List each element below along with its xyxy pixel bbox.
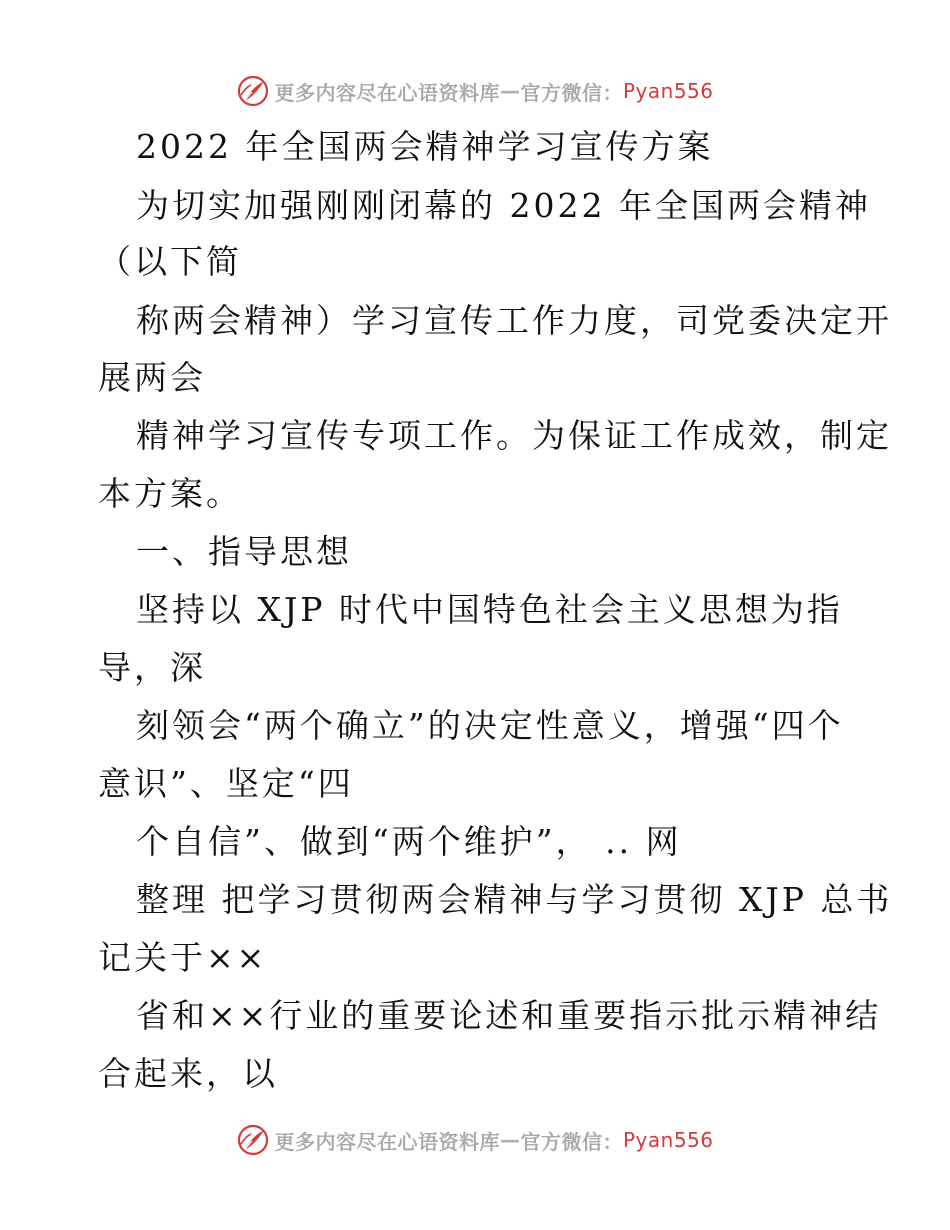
- paragraph-line: 称两会精神）学习宣传工作力度，司党委决定开: [136, 301, 892, 340]
- watermark-separator: —: [499, 79, 521, 103]
- section-heading: 一、指导思想: [136, 532, 352, 571]
- paragraph-line: 记关于××: [98, 938, 268, 977]
- paragraph-line: 整理 把学习贯彻两会精神与学习贯彻 XJP 总书: [136, 880, 893, 919]
- watermark-separator: —: [499, 1128, 521, 1152]
- paragraph-line: 个自信”、做到“两个维护”， .. 网: [136, 822, 682, 861]
- paragraph-line: 精神学习宣传专项工作。为保证工作成效，制定: [136, 416, 892, 455]
- feather-pen-circle-icon: [236, 74, 270, 108]
- paragraph-line: 展两会: [98, 358, 206, 397]
- paragraph-line: （以下简: [98, 242, 242, 281]
- paragraph-line: 合起来，以: [98, 1054, 278, 1093]
- paragraph-line: 导，深: [98, 648, 206, 687]
- header-watermark: [0, 71, 950, 111]
- watermark-wechat-id: Pyan556: [622, 1128, 714, 1152]
- paragraph-line: 为切实加强刚刚闭幕的 2022 年全国两会精神: [136, 186, 871, 225]
- watermark-title: 更多内容尽在心语资料库: [274, 80, 500, 105]
- watermark-official-label: 官方微信：: [520, 80, 623, 105]
- footer-watermark: [0, 1120, 950, 1160]
- paragraph-line: 意识”、坚定“四: [98, 764, 354, 803]
- paragraph-line: 本方案。: [98, 474, 242, 513]
- watermark-official-label: 官方微信：: [520, 1129, 623, 1154]
- document-title: 2022 年全国两会精神学习宣传方案: [136, 127, 714, 166]
- feather-pen-circle-icon: [236, 1123, 270, 1157]
- paragraph-line: 刻领会“两个确立”的决定性意义，增强“四个: [136, 706, 844, 745]
- paragraph-line: 坚持以 XJP 时代中国特色社会主义思想为指: [136, 590, 843, 629]
- paragraph-line: 省和××行业的重要论述和重要指示批示精神结: [136, 996, 882, 1035]
- watermark-wechat-id: Pyan556: [622, 79, 714, 103]
- watermark-title: 更多内容尽在心语资料库: [274, 1129, 500, 1154]
